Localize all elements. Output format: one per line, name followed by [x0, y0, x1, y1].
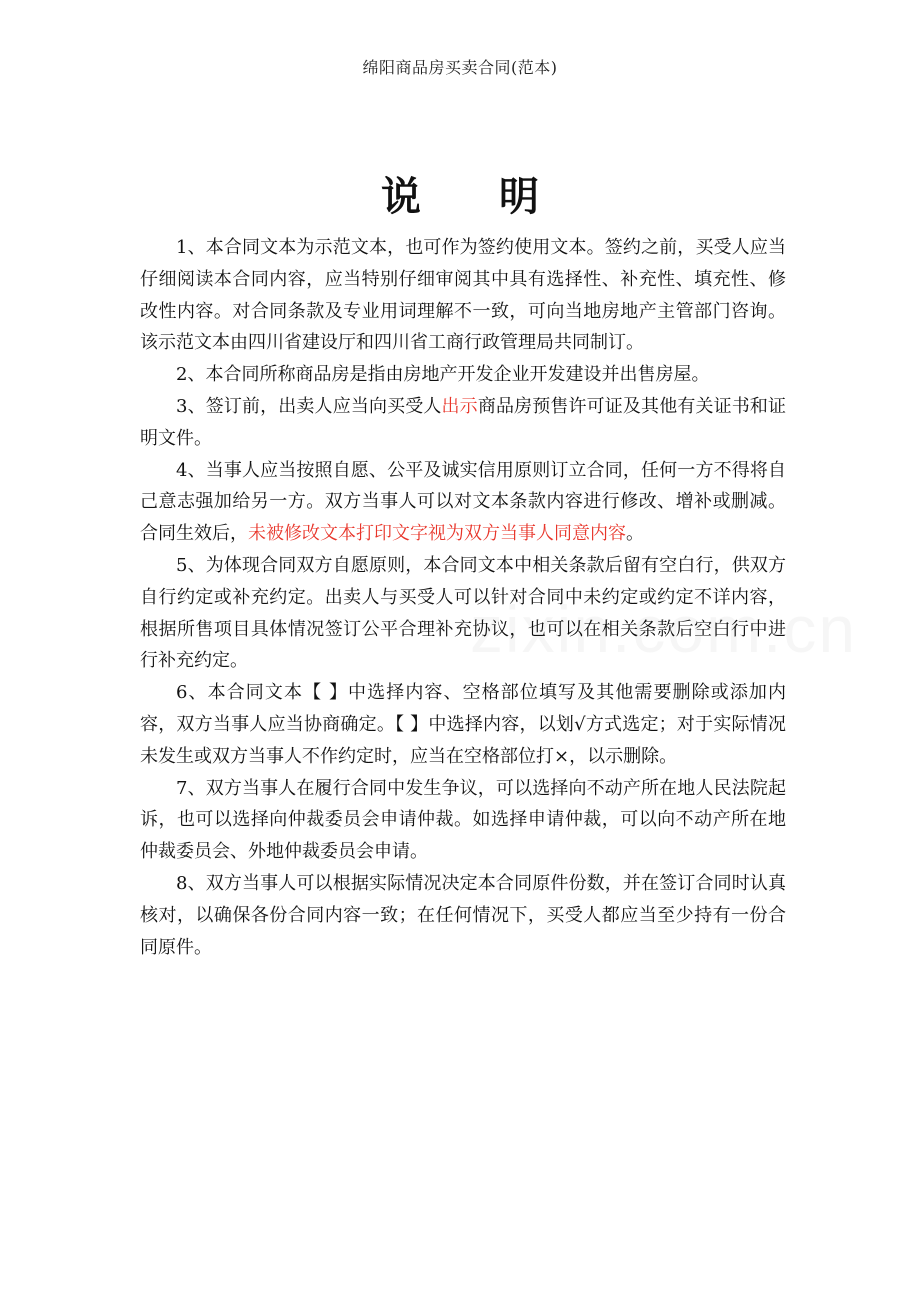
- instructions-body: [140, 232, 786, 963]
- paragraph-4: [140, 455, 786, 550]
- paragraph-4-before: 4、当事人应当按照自愿、公平及诚实信用原则订立合同，任何一方不得将自己意志强加给另一方。双方当事人可以对文本条款内容进行修改、增补或删减。合同生效后，: [140, 459, 786, 545]
- page-title: [0, 172, 920, 222]
- paragraph-3-after: 商品房预售许可证及其他有关证书和证明文件。: [140, 395, 787, 449]
- paragraph-3: [140, 391, 786, 455]
- paragraph-3-before: 3、签订前，出卖人应当向买受人: [176, 395, 442, 417]
- paragraph-4-highlight: 未被修改文本打印文字视为双方当事人同意内容: [248, 523, 626, 545]
- paragraph-2: 2、本合同所称商品房是指由房地产开发企业开发建设并出售房屋。: [176, 364, 710, 386]
- paragraph-7: 7、双方当事人在履行合同中发生争议，可以选择向不动产所在地人民法院起诉，也可以选择向仲裁委员会申请仲裁。如选择申请仲裁，可以向不动产所在地仲裁委员会、外地仲裁委员会申请。: [140, 777, 786, 863]
- running-header: 绵阳商品房买卖合同(范本): [362, 58, 558, 77]
- paragraph-5: 5、为体现合同双方自愿原则，本合同文本中相关条款后留有空白行，供双方自行约定或补充约定。出卖人与买受人可以针对合同中未约定或约定不详内容，根据所售项目具体情况签订公平合理补充协议，也可以在相关条款后空白行中进行补充约定。: [140, 554, 786, 672]
- paragraph-3-highlight: 出示: [441, 395, 478, 417]
- paragraph-4-after: 。: [626, 523, 644, 545]
- paragraph-6: 6、本合同文本【 】中选择内容、空格部位填写及其他需要删除或添加内容，双方当事人应当协商确定。【 】中选择内容，以划√方式选定；对于实际情况未发生或双方当事人不作约定时，应当在空格部位打×，以示删除。: [140, 682, 786, 767]
- paragraph-8: 8、双方当事人可以根据实际情况决定本合同原件份数，并在签订合同时认真核对，以确保各份合同内容一致；在任何情况下，买受人都应当至少持有一份合同原件。: [140, 872, 786, 958]
- title-char-2: 明: [499, 173, 539, 220]
- paragraph-1: 1、本合同文本为示范文本，也可作为签约使用文本。签约之前，买受人应当仔细阅读本合同内容，应当特别仔细审阅其中具有选择性、补充性、填充性、修改性内容。对合同条款及专业用词理解不一致，可向当地房地产主管部门咨询。该示范文本由四川省建设厅和四川省工商行政管理局共同制订。: [140, 237, 786, 354]
- title-char-1: 说: [381, 173, 421, 220]
